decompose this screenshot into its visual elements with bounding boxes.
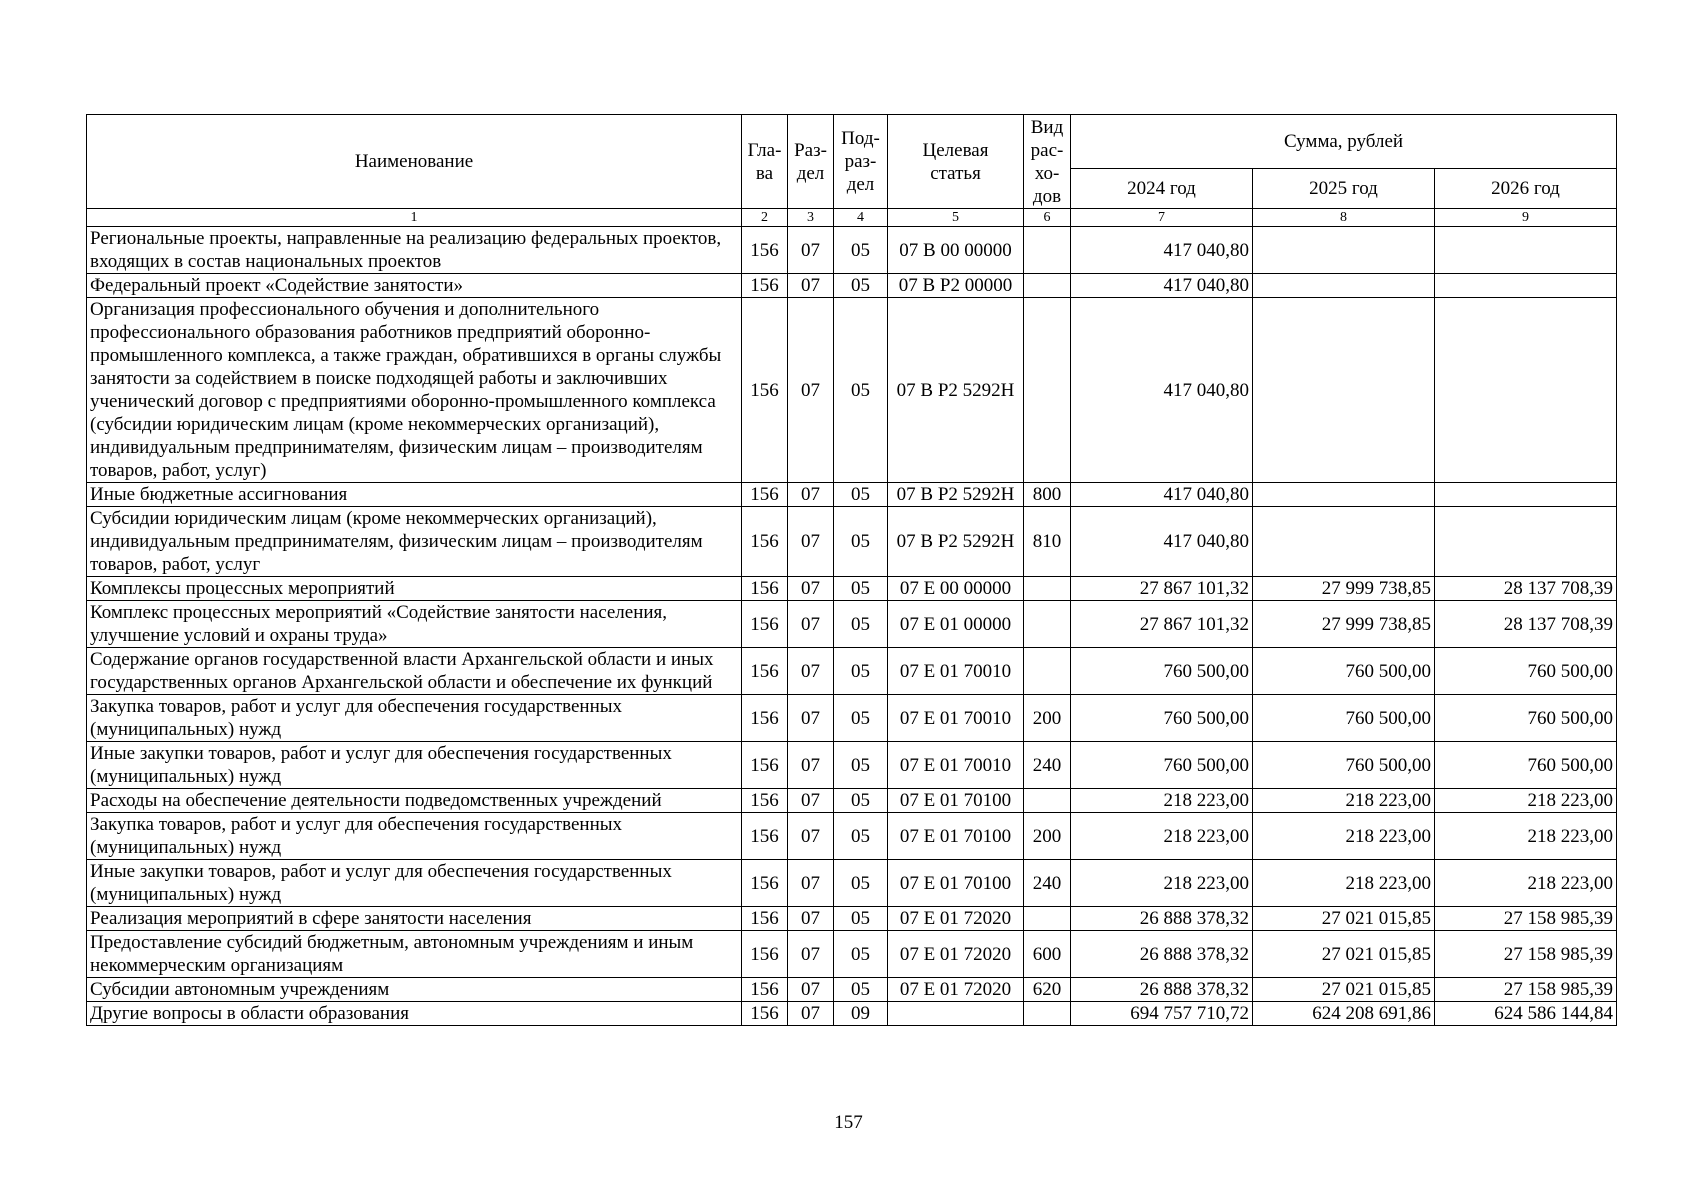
row-vid: 200 bbox=[1024, 695, 1071, 742]
row-razdel: 07 bbox=[788, 507, 834, 577]
row-amount-2025: 760 500,00 bbox=[1253, 648, 1435, 695]
table-row bbox=[87, 907, 1617, 931]
row-amount-2025 bbox=[1253, 227, 1435, 274]
row-vid bbox=[1024, 601, 1071, 648]
row-glava: 156 bbox=[742, 227, 788, 274]
column-number: 3 bbox=[788, 209, 834, 227]
row-amount-2024: 218 223,00 bbox=[1071, 813, 1253, 860]
row-name: Предоставление субсидий бюджетным, автономным учреждениям и иным некоммерческим организациям bbox=[87, 931, 742, 978]
row-razdel: 07 bbox=[788, 227, 834, 274]
row-name: Региональные проекты, направленные на реализацию федеральных проектов, входящих в состав национальных проектов bbox=[87, 227, 742, 274]
row-name: Расходы на обеспечение деятельности подведомственных учреждений bbox=[87, 789, 742, 813]
column-number: 1 bbox=[87, 209, 742, 227]
row-vid bbox=[1024, 648, 1071, 695]
row-amount-2024: 218 223,00 bbox=[1071, 860, 1253, 907]
row-podrazdel: 05 bbox=[834, 695, 888, 742]
row-amount-2026: 760 500,00 bbox=[1435, 695, 1617, 742]
header-tselevaya bbox=[888, 115, 1024, 209]
row-amount-2026 bbox=[1435, 507, 1617, 577]
row-amount-2026: 760 500,00 bbox=[1435, 648, 1617, 695]
row-amount-2026: 218 223,00 bbox=[1435, 860, 1617, 907]
row-tselevaya: 07 Е 01 00000 bbox=[888, 601, 1024, 648]
header-glava bbox=[742, 115, 788, 209]
header-name: Наименование bbox=[87, 115, 742, 209]
row-razdel: 07 bbox=[788, 907, 834, 931]
row-name: Субсидии автономным учреждениям bbox=[87, 978, 742, 1002]
row-glava: 156 bbox=[742, 298, 788, 483]
row-amount-2024: 417 040,80 bbox=[1071, 298, 1253, 483]
row-amount-2026: 28 137 708,39 bbox=[1435, 601, 1617, 648]
row-podrazdel: 05 bbox=[834, 860, 888, 907]
row-razdel: 07 bbox=[788, 648, 834, 695]
row-vid bbox=[1024, 298, 1071, 483]
row-amount-2025 bbox=[1253, 298, 1435, 483]
table-row bbox=[87, 483, 1617, 507]
row-tselevaya: 07 Е 00 00000 bbox=[888, 577, 1024, 601]
row-vid bbox=[1024, 789, 1071, 813]
column-number: 8 bbox=[1253, 209, 1435, 227]
row-amount-2025: 27 021 015,85 bbox=[1253, 931, 1435, 978]
row-podrazdel: 05 bbox=[834, 274, 888, 298]
row-amount-2025: 218 223,00 bbox=[1253, 860, 1435, 907]
row-amount-2025 bbox=[1253, 274, 1435, 298]
row-podrazdel: 05 bbox=[834, 577, 888, 601]
row-glava: 156 bbox=[742, 907, 788, 931]
table-row bbox=[87, 648, 1617, 695]
row-vid: 240 bbox=[1024, 742, 1071, 789]
row-name: Иные закупки товаров, работ и услуг для обеспечения государственных (муниципальных) нужд bbox=[87, 860, 742, 907]
row-glava: 156 bbox=[742, 601, 788, 648]
row-amount-2026 bbox=[1435, 227, 1617, 274]
header-vid bbox=[1024, 115, 1071, 209]
row-name: Закупка товаров, работ и услуг для обеспечения государственных (муниципальных) нужд bbox=[87, 813, 742, 860]
row-amount-2024: 26 888 378,32 bbox=[1071, 978, 1253, 1002]
row-podrazdel: 05 bbox=[834, 813, 888, 860]
row-vid: 200 bbox=[1024, 813, 1071, 860]
row-amount-2025: 760 500,00 bbox=[1253, 742, 1435, 789]
row-podrazdel: 05 bbox=[834, 298, 888, 483]
row-podrazdel: 05 bbox=[834, 648, 888, 695]
row-razdel: 07 bbox=[788, 1002, 834, 1026]
row-podrazdel: 05 bbox=[834, 227, 888, 274]
column-numbers-row bbox=[87, 209, 1617, 227]
row-tselevaya: 07 В 00 00000 bbox=[888, 227, 1024, 274]
row-glava: 156 bbox=[742, 742, 788, 789]
column-number: 7 bbox=[1071, 209, 1253, 227]
row-amount-2026: 27 158 985,39 bbox=[1435, 907, 1617, 931]
table-body bbox=[87, 227, 1617, 1026]
row-name: Иные закупки товаров, работ и услуг для обеспечения государственных (муниципальных) нужд bbox=[87, 742, 742, 789]
header-2026: 2026 год bbox=[1435, 169, 1617, 209]
row-amount-2024: 760 500,00 bbox=[1071, 648, 1253, 695]
table-row bbox=[87, 507, 1617, 577]
row-glava: 156 bbox=[742, 695, 788, 742]
row-amount-2025: 27 999 738,85 bbox=[1253, 577, 1435, 601]
column-number: 5 bbox=[888, 209, 1024, 227]
row-name: Другие вопросы в области образования bbox=[87, 1002, 742, 1026]
row-vid bbox=[1024, 274, 1071, 298]
row-amount-2026: 218 223,00 bbox=[1435, 789, 1617, 813]
row-vid bbox=[1024, 907, 1071, 931]
row-razdel: 07 bbox=[788, 931, 834, 978]
row-razdel: 07 bbox=[788, 742, 834, 789]
table-row bbox=[87, 695, 1617, 742]
table-row bbox=[87, 577, 1617, 601]
header-summa: Сумма, рублей bbox=[1071, 115, 1617, 169]
row-amount-2024: 760 500,00 bbox=[1071, 742, 1253, 789]
table-row bbox=[87, 813, 1617, 860]
table-row bbox=[87, 789, 1617, 813]
row-amount-2026: 218 223,00 bbox=[1435, 813, 1617, 860]
row-podrazdel: 09 bbox=[834, 1002, 888, 1026]
row-razdel: 07 bbox=[788, 695, 834, 742]
row-vid: 800 bbox=[1024, 483, 1071, 507]
table-row bbox=[87, 742, 1617, 789]
row-razdel: 07 bbox=[788, 274, 834, 298]
row-tselevaya: 07 Е 01 70100 bbox=[888, 860, 1024, 907]
row-amount-2026 bbox=[1435, 298, 1617, 483]
row-tselevaya: 07 Е 01 70100 bbox=[888, 813, 1024, 860]
header-vid-text: Вид рас- хо- дов bbox=[1030, 116, 1064, 207]
row-glava: 156 bbox=[742, 483, 788, 507]
table-row bbox=[87, 274, 1617, 298]
row-vid: 240 bbox=[1024, 860, 1071, 907]
table-row bbox=[87, 1002, 1617, 1026]
row-glava: 156 bbox=[742, 1002, 788, 1026]
row-name: Иные бюджетные ассигнования bbox=[87, 483, 742, 507]
row-amount-2026: 28 137 708,39 bbox=[1435, 577, 1617, 601]
column-number: 4 bbox=[834, 209, 888, 227]
row-glava: 156 bbox=[742, 860, 788, 907]
row-amount-2024: 26 888 378,32 bbox=[1071, 931, 1253, 978]
row-amount-2025: 27 021 015,85 bbox=[1253, 978, 1435, 1002]
row-razdel: 07 bbox=[788, 577, 834, 601]
row-glava: 156 bbox=[742, 931, 788, 978]
row-amount-2025: 624 208 691,86 bbox=[1253, 1002, 1435, 1026]
column-number: 9 bbox=[1435, 209, 1617, 227]
row-tselevaya: 07 Е 01 72020 bbox=[888, 931, 1024, 978]
row-amount-2026: 624 586 144,84 bbox=[1435, 1002, 1617, 1026]
row-glava: 156 bbox=[742, 648, 788, 695]
row-name: Комплексы процессных мероприятий bbox=[87, 577, 742, 601]
row-amount-2024: 417 040,80 bbox=[1071, 483, 1253, 507]
row-amount-2025: 218 223,00 bbox=[1253, 813, 1435, 860]
row-razdel: 07 bbox=[788, 978, 834, 1002]
row-glava: 156 bbox=[742, 507, 788, 577]
header-tselevaya-text: Целевая статья bbox=[922, 139, 989, 184]
row-razdel: 07 bbox=[788, 601, 834, 648]
row-amount-2026: 27 158 985,39 bbox=[1435, 978, 1617, 1002]
row-amount-2024: 218 223,00 bbox=[1071, 789, 1253, 813]
row-amount-2025: 218 223,00 bbox=[1253, 789, 1435, 813]
row-tselevaya: 07 Е 01 70010 bbox=[888, 695, 1024, 742]
row-razdel: 07 bbox=[788, 298, 834, 483]
row-name: Комплекс процессных мероприятий «Содействие занятости населения, улучшение условий и охраны труда» bbox=[87, 601, 742, 648]
table-row bbox=[87, 298, 1617, 483]
row-tselevaya: 07 Е 01 70010 bbox=[888, 648, 1024, 695]
table-row bbox=[87, 860, 1617, 907]
row-amount-2024: 417 040,80 bbox=[1071, 274, 1253, 298]
row-vid bbox=[1024, 577, 1071, 601]
column-number: 2 bbox=[742, 209, 788, 227]
row-podrazdel: 05 bbox=[834, 931, 888, 978]
row-podrazdel: 05 bbox=[834, 507, 888, 577]
header-2025: 2025 год bbox=[1253, 169, 1435, 209]
row-vid bbox=[1024, 1002, 1071, 1026]
row-tselevaya: 07 В Р2 00000 bbox=[888, 274, 1024, 298]
row-podrazdel: 05 bbox=[834, 742, 888, 789]
header-podrazdel-text: Под- раз- дел bbox=[841, 128, 880, 195]
row-vid: 810 bbox=[1024, 507, 1071, 577]
row-podrazdel: 05 bbox=[834, 789, 888, 813]
row-razdel: 07 bbox=[788, 860, 834, 907]
header-2024: 2024 год bbox=[1071, 169, 1253, 209]
row-name: Содержание органов государственной власти Архангельской области и иных государственных органов Архангельской области и обеспечение их функций bbox=[87, 648, 742, 695]
row-amount-2025 bbox=[1253, 507, 1435, 577]
row-amount-2024: 26 888 378,32 bbox=[1071, 907, 1253, 931]
row-amount-2024: 417 040,80 bbox=[1071, 227, 1253, 274]
table-row bbox=[87, 931, 1617, 978]
column-number: 6 bbox=[1024, 209, 1071, 227]
row-razdel: 07 bbox=[788, 789, 834, 813]
header-razdel-text: Раз- дел bbox=[794, 139, 827, 184]
row-amount-2026 bbox=[1435, 274, 1617, 298]
header-podrazdel bbox=[834, 115, 888, 209]
page-number: 157 bbox=[834, 1112, 863, 1133]
row-tselevaya: 07 Е 01 72020 bbox=[888, 978, 1024, 1002]
row-amount-2024: 27 867 101,32 bbox=[1071, 577, 1253, 601]
row-razdel: 07 bbox=[788, 813, 834, 860]
row-amount-2026: 760 500,00 bbox=[1435, 742, 1617, 789]
budget-table bbox=[86, 114, 1617, 1026]
header-glava-text: Гла- ва bbox=[747, 139, 782, 184]
row-amount-2024: 417 040,80 bbox=[1071, 507, 1253, 577]
row-glava: 156 bbox=[742, 813, 788, 860]
row-amount-2025: 27 021 015,85 bbox=[1253, 907, 1435, 931]
row-tselevaya: 07 Е 01 70100 bbox=[888, 789, 1024, 813]
row-amount-2025: 27 999 738,85 bbox=[1253, 601, 1435, 648]
row-amount-2024: 27 867 101,32 bbox=[1071, 601, 1253, 648]
row-vid bbox=[1024, 227, 1071, 274]
row-vid: 620 bbox=[1024, 978, 1071, 1002]
row-glava: 156 bbox=[742, 978, 788, 1002]
row-tselevaya: 07 Е 01 70010 bbox=[888, 742, 1024, 789]
table-row bbox=[87, 227, 1617, 274]
row-podrazdel: 05 bbox=[834, 601, 888, 648]
row-podrazdel: 05 bbox=[834, 978, 888, 1002]
row-name: Федеральный проект «Содействие занятости» bbox=[87, 274, 742, 298]
row-tselevaya: 07 В Р2 5292Н bbox=[888, 298, 1024, 483]
row-amount-2024: 694 757 710,72 bbox=[1071, 1002, 1253, 1026]
row-amount-2026 bbox=[1435, 483, 1617, 507]
row-razdel: 07 bbox=[788, 483, 834, 507]
table-row bbox=[87, 978, 1617, 1002]
table-row bbox=[87, 601, 1617, 648]
row-vid: 600 bbox=[1024, 931, 1071, 978]
row-tselevaya: 07 В Р2 5292Н bbox=[888, 483, 1024, 507]
row-name: Субсидии юридическим лицам (кроме некоммерческих организаций), индивидуальным предпринимателям, физическим лицам – производителям товаров, работ, услуг bbox=[87, 507, 742, 577]
row-name: Закупка товаров, работ и услуг для обеспечения государственных (муниципальных) нужд bbox=[87, 695, 742, 742]
row-tselevaya: 07 Е 01 72020 bbox=[888, 907, 1024, 931]
row-podrazdel: 05 bbox=[834, 483, 888, 507]
row-glava: 156 bbox=[742, 577, 788, 601]
row-amount-2026: 27 158 985,39 bbox=[1435, 931, 1617, 978]
header-razdel bbox=[788, 115, 834, 209]
row-glava: 156 bbox=[742, 789, 788, 813]
row-name: Реализация мероприятий в сфере занятости населения bbox=[87, 907, 742, 931]
row-name: Организация профессионального обучения и дополнительного профессионального образования работников предприятий оборонно-промышленного комплекса, а также граждан, обратившихся в органы службы занятости за содействием в поиске подходящей работы и заключивших ученический договор с предприятиями оборонно-промышленного комплекса (субсидии юридическим лицам (кроме некоммерческих организаций), индивидуальным предпринимателям, физическим лицам – производителям товаров, работ, услуг) bbox=[87, 298, 742, 483]
row-amount-2025 bbox=[1253, 483, 1435, 507]
row-glava: 156 bbox=[742, 274, 788, 298]
row-tselevaya bbox=[888, 1002, 1024, 1026]
row-tselevaya: 07 В Р2 5292Н bbox=[888, 507, 1024, 577]
row-amount-2024: 760 500,00 bbox=[1071, 695, 1253, 742]
row-podrazdel: 05 bbox=[834, 907, 888, 931]
row-amount-2025: 760 500,00 bbox=[1253, 695, 1435, 742]
